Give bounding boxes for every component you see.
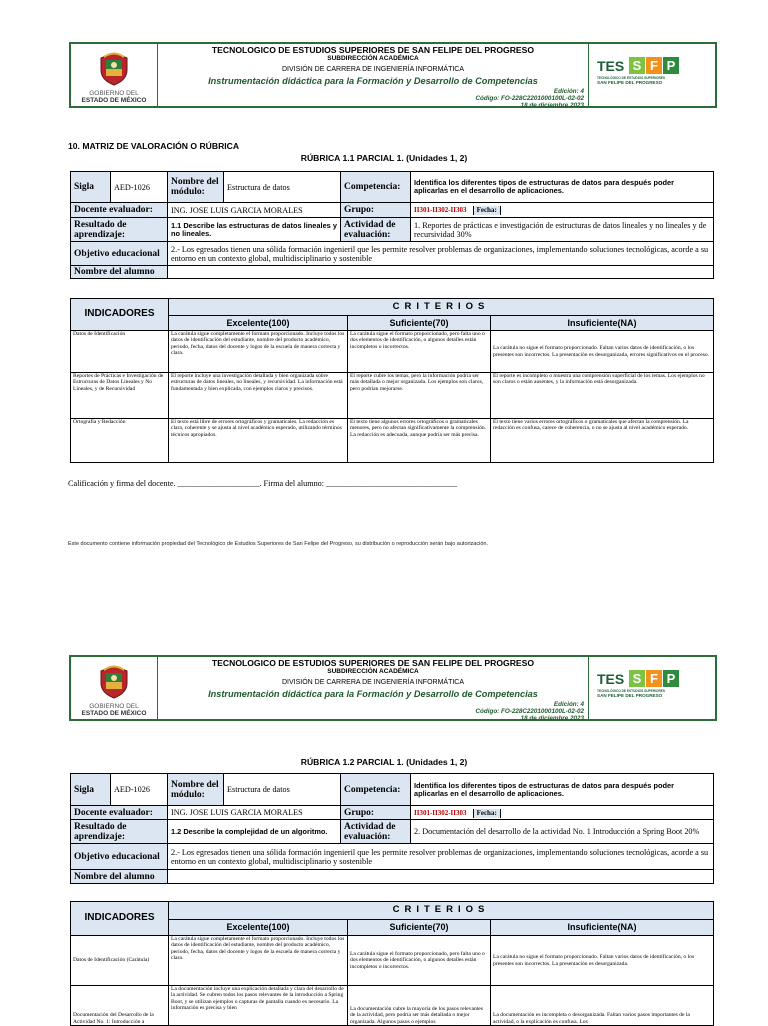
gov-name-line1: GOBIERNO DEL: [89, 703, 139, 710]
excelente-header: Excelente(100): [169, 920, 348, 936]
excelente-cell: El reporte incluye una investigación detallada y bien organizada sobre estructuras de datos lineales, no lineales, y recursividad. La información está fundamentada y bien explicada, con ejemplos claros y precisos.: [169, 373, 348, 419]
gov-logo-cell: [71, 44, 158, 106]
module-name-value: Estructura de datos: [224, 172, 341, 203]
docente-label: Docente evaluador:: [71, 203, 168, 218]
tes-logo-cell: [589, 44, 715, 106]
objetivo-value: 2.- Los egresados tienen una sólida formación ingenieril que les permite resolver problemas de organizaciones, implementando soluciones tecnológicas, acorde a su entorno en un contexto global, multidisciplinario y sostenible: [168, 242, 714, 266]
rubric-2-criteria-table: [70, 901, 714, 1026]
module-name-label: Nombre del módulo:: [168, 172, 224, 203]
tes-logo-p: P: [663, 670, 679, 687]
rubric-1-title: RÚBRICA 1.1 PARCIAL 1. (Unidades 1, 2): [300, 153, 468, 163]
actividad-value: 1. Reportes de prácticas e investigación de estructuras de datos lineales y no lineales y de recursividad 30%: [411, 218, 714, 242]
objetivo-label: Objetivo educacional: [71, 844, 168, 870]
actividad-label: Actividad de evaluación:: [341, 218, 411, 242]
code-text: Código: FO-228C2201000100L-02-02: [475, 708, 584, 715]
excelente-cell: La carátula sigue completamente el formato proporcionado. Incluye todos los datos de identificación del estudiante, nombre del producto académico, periodo, fecha, datos del docente y logos de la escuela de manera correcta y clara.: [169, 936, 348, 986]
instrument-title: Instrumentación didáctica para la Formación y Desarrollo de Competencias: [208, 689, 538, 699]
gov-name-line1: GOBIERNO DEL: [89, 90, 139, 97]
indicators-header: INDICADORES: [71, 902, 169, 936]
division-name: DIVISIÓN DE CARRERA DE INGENIERÍA INFORMÁTICA: [281, 66, 465, 73]
document-header-1: [69, 42, 717, 108]
fecha-label: Fecha:: [473, 809, 501, 818]
resultado-value: 1.1 Describe las estructuras de datos lineales y no lineales.: [168, 218, 341, 242]
sigla-label: Sigla: [71, 774, 111, 806]
tes-logo-cell: [589, 657, 715, 719]
competence-value: Identifica los diferentes tipos de estructuras de datos para después poder aplicarlas en el desarrollo de aplicaciones.: [411, 172, 714, 203]
tes-logo-s: S: [629, 670, 645, 687]
tes-logo-small: TECNOLÓGICO DE ESTUDIOS SUPERIORES: [597, 76, 666, 80]
table-row: [71, 936, 714, 986]
suficiente-cell: El reporte cubre los temas, pero la información podría ser más detallada o mejor organizada. Los ejemplos son claros, pero podrían mejorarse.: [348, 373, 491, 419]
institution-name: TECNOLOGICO DE ESTUDIOS SUPERIORES DE SAN FELIPE DEL PROGRESO: [211, 45, 535, 55]
table-row: [71, 331, 714, 373]
edition-text: Edición: 4: [553, 88, 584, 95]
insuficiente-cell: El texto tiene varios errores ortográficos o gramaticales que afectan la comprensión. La redacción es confusa, carece de coherencia, o no se ajusta al nivel académico esperado.: [491, 419, 714, 463]
tes-logo-f: F: [646, 670, 662, 687]
instrument-title: Instrumentación didáctica para la Formación y Desarrollo de Competencias: [208, 76, 538, 86]
suficiente-cell: La documentación cubre la mayoría de los pasos relevantes de la actividad, pero podría ser más detallada o mejor organizada. Algunos pasos o ejemplos: [348, 986, 491, 1026]
insuficiente-cell: La documentación es incompleta o desorganizada. Faltan varios pasos importantes de la actividad, o la explicación es confusa. Los: [491, 986, 714, 1026]
objetivo-value: 2.- Los egresados tienen una sólida formación ingenieril que les permite resolver problemas de organizaciones, implementando soluciones tecnológicas, acorde a su entorno en un contexto global, multidisciplinario y sostenible: [168, 844, 714, 870]
sigla-value: AED-1026: [111, 172, 168, 203]
resultado-label: Resultado de aprendizaje:: [71, 218, 168, 242]
indicator-cell: Datos de Identificación: [71, 331, 169, 373]
insuficiente-cell: El reporte es incompleto o muestra una comprensión superficial de los temas. Los ejemplos no son claros o están ausentes, y la información está desorganizada.: [491, 373, 714, 419]
date-text: 18 de diciembre 2023: [520, 715, 584, 722]
suficiente-cell: La carátula sigue el formato proporcionado, pero falta uno o dos elementos de identificación, o algunos detalles están incompletos o incorrectos.: [348, 331, 491, 373]
tes-logo-p: P: [663, 57, 679, 74]
alumno-value[interactable]: [168, 870, 714, 884]
sigla-value: AED-1026: [111, 774, 168, 806]
rubric-1-info-table: [70, 171, 714, 279]
indicator-cell: Ortografía y Redacción: [71, 419, 169, 463]
tes-logo-small: TECNOLÓGICO DE ESTUDIOS SUPERIORES: [597, 689, 666, 693]
suficiente-header: Suficiente(70): [348, 316, 491, 331]
suficiente-cell: La carátula sigue el formato proporcionado, pero falta uno o dos elementos de identificación, o algunos detalles están incompletos o incorrectos.: [348, 936, 491, 986]
table-row: [71, 986, 714, 1026]
module-name-value: Estructura de datos: [224, 774, 341, 806]
gov-name-line2: ESTADO DE MÉXICO: [81, 97, 147, 104]
module-name-label: Nombre del módulo:: [168, 774, 224, 806]
section-title: 10. MATRIZ DE VALORACIÓN O RÚBRICA: [68, 141, 240, 151]
excelente-cell: La carátula sigue completamente el formato proporcionado. Incluye todos los datos de identificación del estudiante, nombre del producto académico, periodo, fecha, datos del docente y logos de la escuela de manera correcta y clara.: [169, 331, 348, 373]
competence-value: Identifica los diferentes tipos de estructuras de datos para después poder aplicarlas en el desarrollo de aplicaciones.: [411, 774, 714, 806]
actividad-label: Actividad de evaluación:: [341, 820, 411, 844]
rubric-1-criteria-table: [70, 298, 714, 463]
grupo-value: II301-II302-II303: [414, 206, 467, 214]
header-title-cell: [158, 657, 589, 722]
insuficiente-cell: La carátula no sigue el formato proporcionado. Faltan varios datos de identificación, o los presentes son incorrectos. La presentación es desorganizada.: [491, 936, 714, 986]
institution-name: TECNOLOGICO DE ESTUDIOS SUPERIORES DE SAN FELIPE DEL PROGRESO: [211, 658, 535, 668]
criteria-header: CRITERIOS: [169, 902, 714, 920]
division-name: DIVISIÓN DE CARRERA DE INGENIERÍA INFORMÁTICA: [281, 679, 465, 686]
insuficiente-header: Insuficiente(NA): [491, 920, 714, 936]
sigla-label: Sigla: [71, 172, 111, 203]
indicator-cell: Datos de Identificación (Carátula): [71, 936, 169, 986]
table-row: [71, 419, 714, 463]
table-row: [71, 373, 714, 419]
insuficiente-cell: La carátula no sigue el formato proporcionado. Faltan varios datos de identificación, o los presentes son incorrectos. La presentación es desorganizada, errores significativos en el proceso.: [491, 331, 714, 373]
criteria-header: CRITERIOS: [169, 299, 714, 316]
excelente-header: Excelente(100): [169, 316, 348, 331]
docente-label: Docente evaluador:: [71, 806, 168, 820]
suficiente-header: Suficiente(70): [348, 920, 491, 936]
code-text: Código: FO-228C2201000100L-02-02: [475, 95, 584, 102]
alumno-value[interactable]: [168, 266, 714, 279]
grupo-value: II301-II302-II303: [414, 808, 467, 817]
gov-name-line2: ESTADO DE MÉXICO: [81, 710, 147, 717]
footer-note: Este documento contiene información propiedad del Tecnológico de Estudios Superiores de San Felipe del Progreso, su distribución o reproducción serán bajo autorización.: [68, 541, 488, 547]
tes-logo-f: F: [646, 57, 662, 74]
rubric-2-title: RÚBRICA 1.2 PARCIAL 1. (Unidades 1, 2): [300, 757, 468, 767]
grupo-fecha-cell: [411, 806, 714, 820]
rubric-2-info-table: [70, 773, 714, 884]
indicators-header: INDICADORES: [71, 299, 169, 331]
excelente-cell: El texto está libre de errores ortográficos y gramaticales. La redacción es clara, coherente y se ajusta al nivel académico esperado, utilizando términos técnicos apropiados.: [169, 419, 348, 463]
gov-logo-cell: [71, 657, 158, 719]
edition-text: Edición: 4: [553, 701, 584, 708]
docente-value: ING. JOSE LUIS GARCIA MORALES: [168, 203, 341, 218]
signature-line: Calificación y firma del docente. ____________________. Firma del alumno: ________________________________: [68, 479, 458, 488]
competence-label: Competencia:: [341, 774, 411, 806]
grupo-label: Grupo:: [341, 203, 411, 218]
resultado-label: Resultado de aprendizaje:: [71, 820, 168, 844]
date-text: 18 de diciembre 2023: [520, 102, 584, 109]
alumno-label: Nombre del alumno: [71, 870, 168, 884]
suficiente-cell: El texto tiene algunos errores ortográficos o gramaticales menores, pero no afectan significativamente la comprensión. La redacción es adecuada, aunque podría ser más precisa.: [348, 419, 491, 463]
excelente-cell: La documentación incluye una explicación detallada y clara del desarrollo de la actividad. Se cubren todos los pasos relevantes de la introducción a Spring Boot, y se utilizan ejemplos o capturas de pantalla cuando es necesario. La información es precisa y bien: [169, 986, 348, 1026]
estado-de-mexico-seal-icon: [96, 665, 132, 699]
header-title-cell: [158, 44, 589, 109]
grupo-fecha-cell: [411, 203, 714, 218]
tes-logo-sub: SAN FELIPE DEL PROGRESO: [597, 693, 663, 698]
indicator-cell: Reportes de Prácticas e Investigación de Estructuras de Datos Lineales y No Lineales, y de Recursividad: [71, 373, 169, 419]
fecha-label: Fecha:: [473, 206, 501, 215]
tes-logo-sub: SAN FELIPE DEL PROGRESO: [597, 80, 663, 85]
tes-logo-text: TES: [597, 58, 625, 74]
actividad-value: 2. Documentación del desarrollo de la actividad No. 1 Introducción a Spring Boot 20%: [411, 820, 714, 844]
alumno-label: Nombre del alumno: [71, 266, 168, 279]
subdirection-name: SUBDIRECCIÓN ACADÉMICA: [327, 668, 419, 675]
tes-logo-s: S: [629, 57, 645, 74]
objetivo-label: Objetivo educacional: [71, 242, 168, 266]
tes-logo-text: TES: [597, 671, 625, 687]
grupo-label: Grupo:: [341, 806, 411, 820]
estado-de-mexico-seal-icon: [96, 52, 132, 86]
subdirection-name: SUBDIRECCIÓN ACADÉMICA: [327, 55, 419, 62]
docente-value: ING. JOSE LUIS GARCIA MORALES: [168, 806, 341, 820]
resultado-value: 1.2 Describe la complejidad de un algoritmo.: [168, 820, 341, 844]
insuficiente-header: Insuficiente(NA): [491, 316, 714, 331]
indicator-cell: Documentación del Desarrollo de la Actividad No. 1: Introducción a: [71, 986, 169, 1026]
competence-label: Competencia:: [341, 172, 411, 203]
document-header-2: [69, 655, 717, 721]
